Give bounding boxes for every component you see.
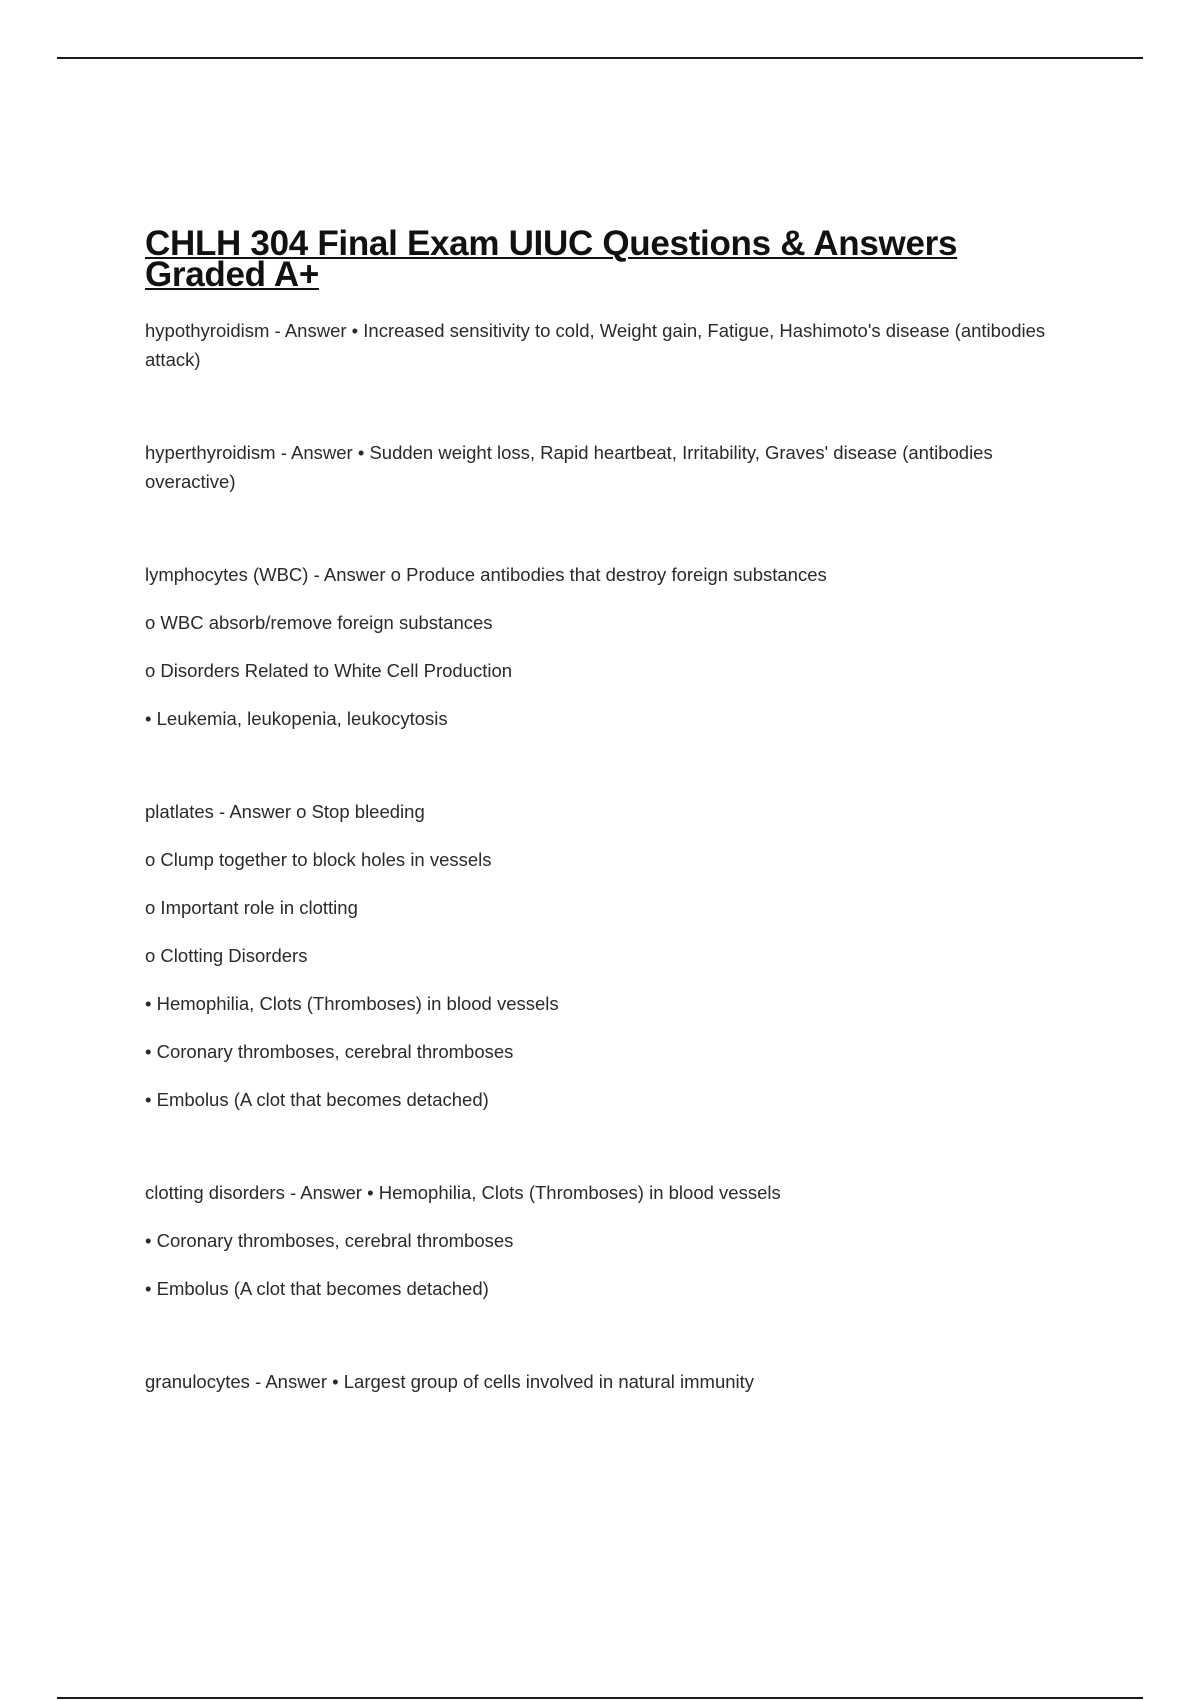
qa-line: hyperthyroidism - Answer • Sudden weight loss, Rapid heartbeat, Irritability, Graves' disease (antibodies overactive) (145, 442, 993, 492)
top-rule (57, 57, 1143, 59)
qa-entry-hyperthyroidism (145, 438, 1085, 496)
qa-entry-lymphocytes (145, 560, 1085, 733)
qa-line: lymphocytes (WBC) - Answer o Produce antibodies that destroy foreign substances (145, 564, 827, 585)
bottom-rule (57, 1697, 1143, 1699)
qa-entry-clotting-disorders (145, 1178, 1085, 1303)
qa-line: hypothyroidism - Answer • Increased sensitivity to cold, Weight gain, Fatigue, Hashimoto's disease (antibodies attack) (145, 320, 1046, 370)
qa-line: o WBC absorb/remove foreign substances (145, 612, 493, 633)
qa-line: • Coronary thromboses, cerebral thromboses (145, 1230, 514, 1251)
qa-entry-granulocytes (145, 1367, 1085, 1396)
qa-line: o Disorders Related to White Cell Production (145, 660, 513, 681)
qa-line: • Embolus (A clot that becomes detached) (145, 1089, 489, 1110)
qa-line: • Hemophilia, Clots (Thromboses) in blood vessels (145, 993, 559, 1014)
qa-line: o Important role in clotting (145, 897, 358, 918)
document-body (145, 224, 1085, 1396)
qa-line: • Embolus (A clot that becomes detached) (145, 1278, 489, 1299)
qa-line: o Clotting Disorders (145, 945, 308, 966)
qa-line: • Coronary thromboses, cerebral thromboses (145, 1041, 514, 1062)
qa-line: • Leukemia, leukopenia, leukocytosis (145, 708, 448, 729)
qa-line: clotting disorders - Answer • Hemophilia, Clots (Thromboses) in blood vessels (145, 1182, 781, 1203)
qa-line: platlates - Answer o Stop bleeding (145, 801, 425, 822)
qa-entry-platlates (145, 797, 1085, 1114)
qa-entry-hypothyroidism (145, 316, 1085, 374)
qa-list (145, 316, 1085, 1396)
document-title: CHLH 304 Final Exam UIUC Questions & Answers Graded A+ (145, 224, 958, 294)
qa-line: granulocytes - Answer • Largest group of cells involved in natural immunity (145, 1371, 755, 1392)
qa-line: o Clump together to block holes in vessels (145, 849, 492, 870)
